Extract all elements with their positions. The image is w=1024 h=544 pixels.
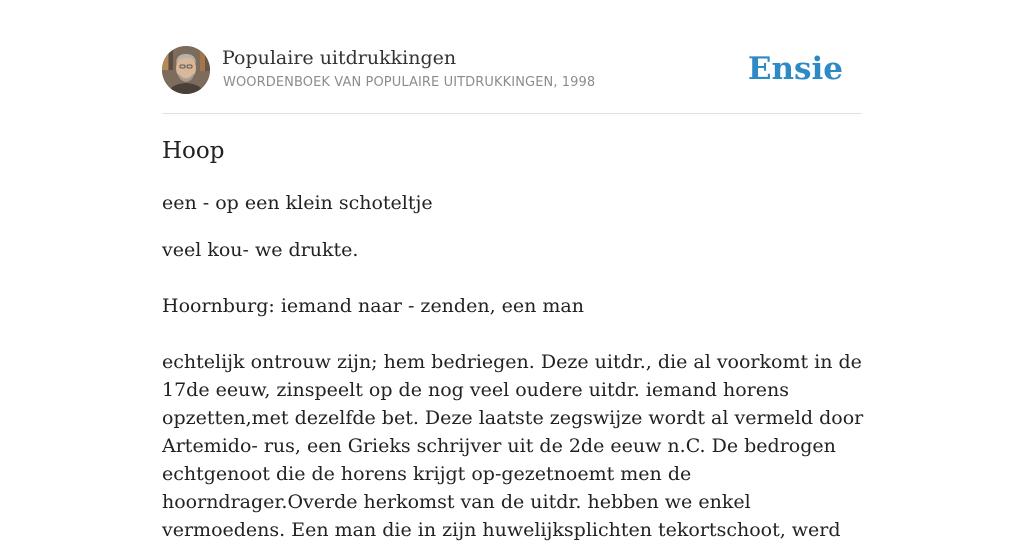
author-avatar[interactable] — [162, 46, 210, 94]
source-header — [162, 46, 862, 114]
entry-paragraph: echtelijk ontrouw zijn; hem bedriegen. Deze uitdr., die al voorkomt in de 17de eeuw, zinspeelt op de nog veel oudere uitdr. iemand horens opzetten,met dezelfde bet. Deze laatste zegswijze wordt al vermeld door Artemido- rus, een Grieks schrijver uit de 2de eeuw n.C. De bedrogen echtgenoot die de horens krijgt op-gezetnoemt men de hoorndrager.Overde herkomst van de uitdr. hebben we enkel vermoedens. Een man die in zijn huwelijksplichten tekortschoot, werd — [162, 351, 864, 541]
entry-term: Hoop — [162, 138, 225, 164]
entry-paragraph: een - op een klein schoteltje — [162, 192, 433, 214]
source-title[interactable]: Populaire uitdrukkingen — [222, 47, 457, 69]
entry-paragraph: veel kou- we drukte. — [162, 239, 359, 261]
ensie-logo[interactable]: Ensie — [747, 51, 843, 87]
source-subtitle: WOORDENBOEK VAN POPULAIRE UITDRUKKINGEN, 1998 — [223, 75, 596, 90]
entry-paragraph: Hoornburg: iemand naar - zenden, een man — [162, 295, 584, 317]
author-portrait-icon — [162, 46, 210, 94]
